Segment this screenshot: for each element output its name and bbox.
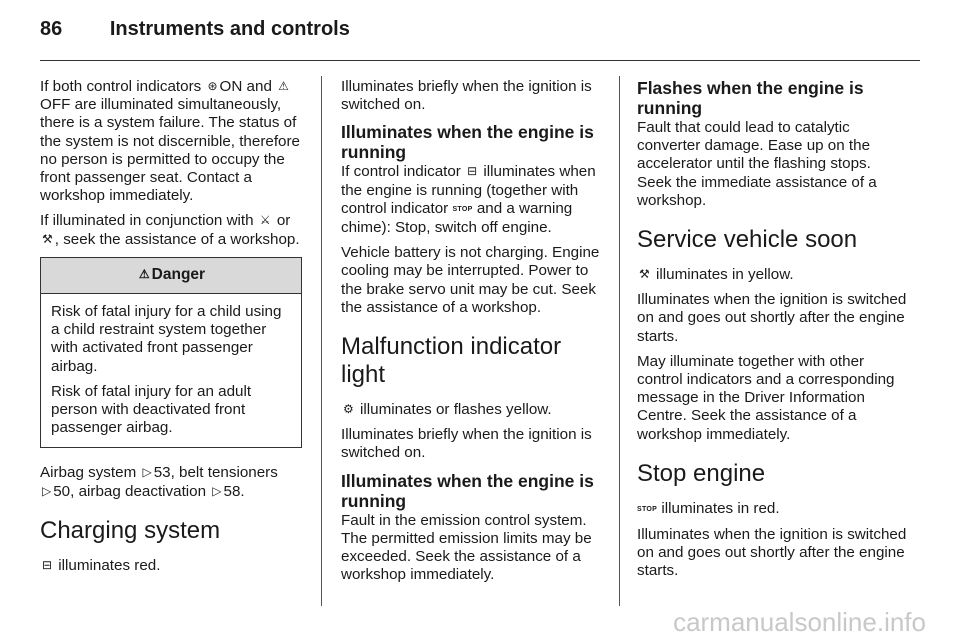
paragraph-service-ignition: Illuminates when the ignition is switched on and goes out shortly after the engine starts. xyxy=(637,291,907,345)
paragraph-mil-ignition: Illuminates briefly when the ignition is switched on. xyxy=(341,426,592,462)
battery-icon: ⊟ xyxy=(467,164,478,179)
paragraph-stop: STOP illuminates in red. xyxy=(637,499,780,517)
danger-header xyxy=(41,258,301,294)
header-rule xyxy=(40,60,920,61)
column-2 xyxy=(341,78,603,591)
heading-charging-system: Charging system xyxy=(40,516,221,544)
column-3 xyxy=(637,78,907,588)
paragraph-battery: Vehicle battery is not charging. Engine cooling may be interrupted. Power to the brake servo unit may be cut. Seek the assistance of a workshop. xyxy=(341,244,600,316)
paragraph-ignition: Illuminates briefly when the ignition is switched on. xyxy=(341,78,592,114)
wrench-icon: ⚒ xyxy=(639,267,650,282)
paragraph-catalytic: Fault that could lead to catalytic converter damage. Ease up on the accelerator until the flashing stops. Seek the immediate assistance of a workshop. xyxy=(637,119,877,209)
paragraph-emission: Fault in the emission control system. The permitted emission limits may be exceeded. Seek the assistance of a workshop immediately. xyxy=(341,511,592,584)
danger-icon: ⚠ xyxy=(138,266,150,281)
watermark: carmanualsonline.info xyxy=(673,607,926,637)
danger-text-child: Risk of fatal injury for a child using a child restraint system together with activated front passenger airbag. xyxy=(51,303,282,375)
battery-icon: ⊟ xyxy=(42,557,53,572)
paragraph-workshop: If illuminated in conjunction with ⚔ or ⚒ , seek the assistance of a workshop. xyxy=(40,212,300,248)
danger-title: Danger xyxy=(151,265,206,283)
column-1 xyxy=(40,78,302,582)
paragraph-service-dic: May illuminate together with other control indicators and a corresponding message in the Driver Information Centre. Seek the assistance of a workshop immediately. xyxy=(637,352,895,443)
subheading-engine-running: Illuminates when the engine is running xyxy=(341,122,594,163)
page-number: 86 xyxy=(40,18,63,40)
stop-icon: STOP xyxy=(452,205,473,213)
paragraph-charging-running: If control indicator ⊟ illuminates when the engine is running (together with control indicator STOP and a warning chime): Stop, switch off engine. xyxy=(341,163,596,237)
subheading-flashes: Flashes when the engine is running xyxy=(637,78,864,118)
paragraph-stop-ignition: Illuminates when the ignition is switched on and goes out shortly after the engine starts. xyxy=(637,526,907,580)
seat-belt-icon: ⚔ xyxy=(259,213,271,228)
danger-box xyxy=(40,257,302,449)
column-divider xyxy=(321,76,322,606)
page-title: Instruments and controls xyxy=(109,18,350,40)
paragraph-charging: ⊟ illuminates red. xyxy=(42,556,161,574)
airbag-on-icon: ⊛ xyxy=(207,79,218,93)
ref-arrow-icon: ▷ xyxy=(142,465,152,480)
heading-malfunction-indicator: Malfunction indicator light xyxy=(341,333,562,389)
paragraph-mil: ⚙ illuminates or flashes yellow. xyxy=(343,401,552,419)
paragraph-service: ⚒ illuminates in yellow. xyxy=(639,266,794,284)
heading-service-vehicle: Service vehicle soon xyxy=(637,226,858,254)
paragraph-airbag-failure: If both control indicators ⊛ ON and ⚠OFF are illuminated simultaneously, there is a system failure. The status of the system is not discernible, therefore no person is permitted to occupy the front passenger seat. Contact a workshop immediately. xyxy=(40,78,300,205)
engine-icon: ⚙ xyxy=(343,402,354,417)
danger-body xyxy=(41,294,301,447)
page-header xyxy=(40,18,350,41)
wrench-icon: ⚒ xyxy=(42,231,53,246)
ref-arrow-icon: ▷ xyxy=(212,483,222,498)
heading-stop-engine: Stop engine xyxy=(637,459,766,487)
paragraph-references: Airbag system ▷ 53, belt tensioners ▷ 50, airbag deactivation ▷ 58. xyxy=(40,464,278,500)
column-divider xyxy=(619,76,620,606)
ref-arrow-icon: ▷ xyxy=(42,483,52,498)
stop-icon: STOP xyxy=(637,505,658,513)
danger-text-adult: Risk of fatal injury for an adult person with deactivated front passenger airbag. xyxy=(51,382,252,437)
subheading-engine-running-2: Illuminates when the engine is running xyxy=(341,470,594,511)
airbag-off-icon: ⚠ xyxy=(278,79,289,93)
